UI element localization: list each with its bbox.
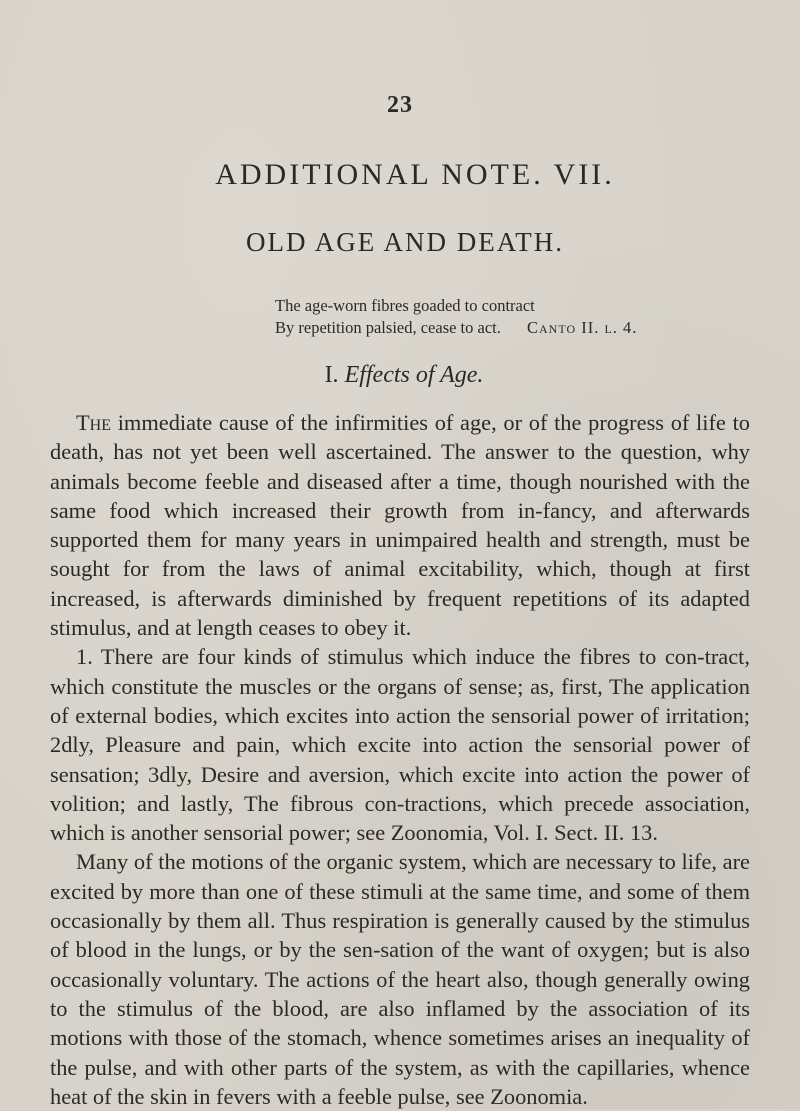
note-title: ADDITIONAL NOTE. VII. bbox=[215, 158, 615, 191]
paragraph-1 bbox=[50, 408, 750, 642]
paragraph-3: Many of the motions of the organic system, which are necessary to life, are excited by more than one of these stimuli at the same time, and some of them occasionally by them all. Thus respiration is generally caused by the stimulus of blood in the lungs, or by the sen-sation of the want of oxygen; but is also occasionally voluntary. The actions of the heart also, though generally owing to the stimulus of the blood, are also inflamed by the association of its motions with those of the stomach, whence sometimes arises an inequality of the pulse, and with other parts of the system, as with the capillaries, whence heat of the skin in fevers with a feeble pulse, see Zoonomia. bbox=[50, 849, 750, 1109]
paragraph-1-text: immediate cause of the infirmities of age, or of the progress of life to death, has not yet been well ascertained. The answer to the question, why animals become feeble and diseased after a time, though nourished with the same food which increased their growth from in-fancy, and afterwards supported them for many years in unimpaired health and strength, must be sought for from the laws of animal excitability, which, though at first increased, is afterwards diminished by frequent repetitions of its adapted stimulus, and at length ceases to obey it. bbox=[50, 410, 750, 641]
section-number: I. bbox=[324, 362, 339, 388]
page-number: 23 bbox=[387, 92, 413, 118]
epigraph-line-2: By repetition palsied, cease to act. bbox=[275, 318, 501, 337]
subject-title: OLD AGE AND DEATH. bbox=[246, 227, 564, 257]
paragraph-1-first-word: The bbox=[76, 410, 112, 435]
epigraph-line-1: The age-worn fibres goaded to contract bbox=[275, 296, 535, 315]
body-text bbox=[50, 408, 750, 1111]
section-heading bbox=[0, 362, 800, 389]
section-title: Effects of Age. bbox=[344, 362, 484, 388]
epigraph-reference: Canto II. l. 4. bbox=[527, 318, 638, 337]
paragraph-2: 1. There are four kinds of stimulus which induce the fibres to con-tract, which constitute the muscles or the organs of sense; as, first, The application of external bodies, which excites into action the sensorial power of irritation; 2dly, Pleasure and pain, which excite into action the sensorial power of sensation; 3dly, Desire and aversion, which excite into action the power of volition; and lastly, The fibrous con-tractions, which precede association, which is another sensorial power; see Zoonomia, Vol. I. Sect. II. 13. bbox=[50, 644, 750, 846]
epigraph bbox=[275, 295, 535, 339]
